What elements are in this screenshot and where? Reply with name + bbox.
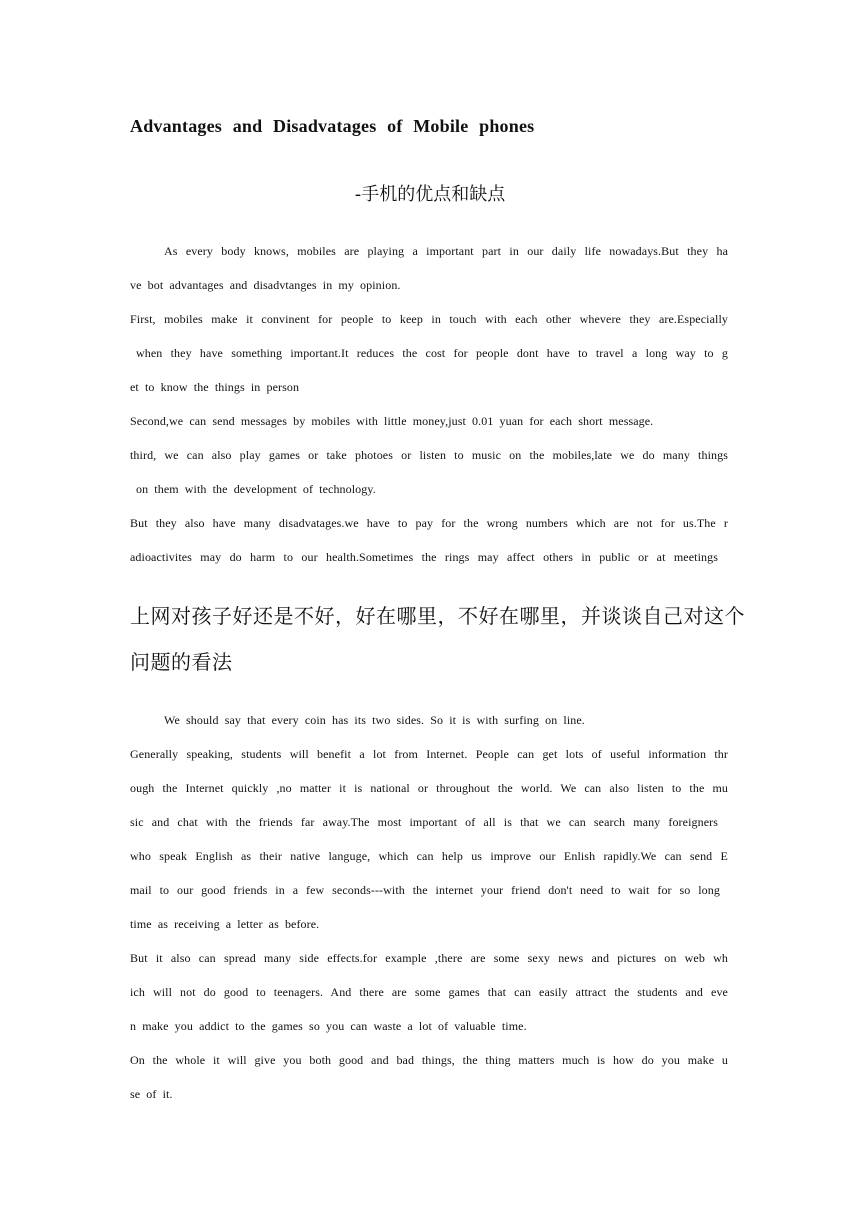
document-subtitle: -手机的优点和缺点 (354, 184, 506, 205)
paragraph-line: First, mobiles make it convinent for people to keep in touch with each other whevere they are.Especially (130, 312, 728, 326)
section-heading-line: 问题的看法 (130, 650, 233, 674)
document-title: Advantages and Disadvatages of Mobile phones (130, 116, 535, 136)
paragraph-line: n make you addict to the games so you can waste a lot of valuable time. (130, 1019, 527, 1033)
paragraph-line: mail to our good friends in a few seconds---with the internet your friend don't need to wait for so long (130, 883, 720, 897)
paragraph-line: who speak English as their native languge, which can help us improve our Enlish rapidly.We can send E (130, 849, 728, 863)
paragraph-line: Second,we can send messages by mobiles with little money,just 0.01 yuan for each short message. (130, 414, 654, 428)
paragraph-line: ich will not do good to teenagers. And there are some games that can easily attract the students and eve (130, 985, 728, 999)
paragraph-line: et to know the things in person (130, 380, 300, 394)
paragraph-line: We should say that every coin has its two sides. So it is with surfing on line. (164, 713, 585, 727)
paragraph-line: adioactivites may do harm to our health.Sometimes the rings may affect others in public or at meetings (130, 550, 718, 564)
paragraph-line: ve bot advantages and disadvtanges in my opinion. (130, 278, 401, 292)
paragraph-line: But it also can spread many side effects.for example ,there are some sexy news and pictures on web wh (130, 951, 728, 965)
paragraph-line: on them with the development of technology. (136, 482, 376, 496)
paragraph-line: ough the Internet quickly ,no matter it is national or throughout the world. We can also listen to the mu (130, 781, 728, 795)
paragraph-line: se of it. (130, 1087, 173, 1101)
paragraph-line: Generally speaking, students will benefit a lot from Internet. People can get lots of useful information thr (130, 747, 728, 761)
section-heading-line: 上网对孩子好还是不好，好在哪里，不好在哪里，并谈谈自己对这个 (130, 604, 745, 628)
paragraph-line: On the whole it will give you both good and bad things, the thing matters much is how do you make u (130, 1053, 728, 1067)
paragraph-line: time as receiving a letter as before. (130, 917, 320, 931)
paragraph-line: As every body knows, mobiles are playing a important part in our daily life nowadays.But they ha (164, 244, 728, 258)
paragraph-line: sic and chat with the friends far away.The most important of all is that we can search many foreigners (130, 815, 718, 829)
paragraph-line: But they also have many disadvatages.we have to pay for the wrong numbers which are not for us.The r (130, 516, 728, 530)
paragraph-line: third, we can also play games or take photoes or listen to music on the mobiles,late we do many things (130, 448, 728, 462)
paragraph-line: when they have something important.It reduces the cost for people dont have to travel a long way to g (136, 346, 728, 360)
